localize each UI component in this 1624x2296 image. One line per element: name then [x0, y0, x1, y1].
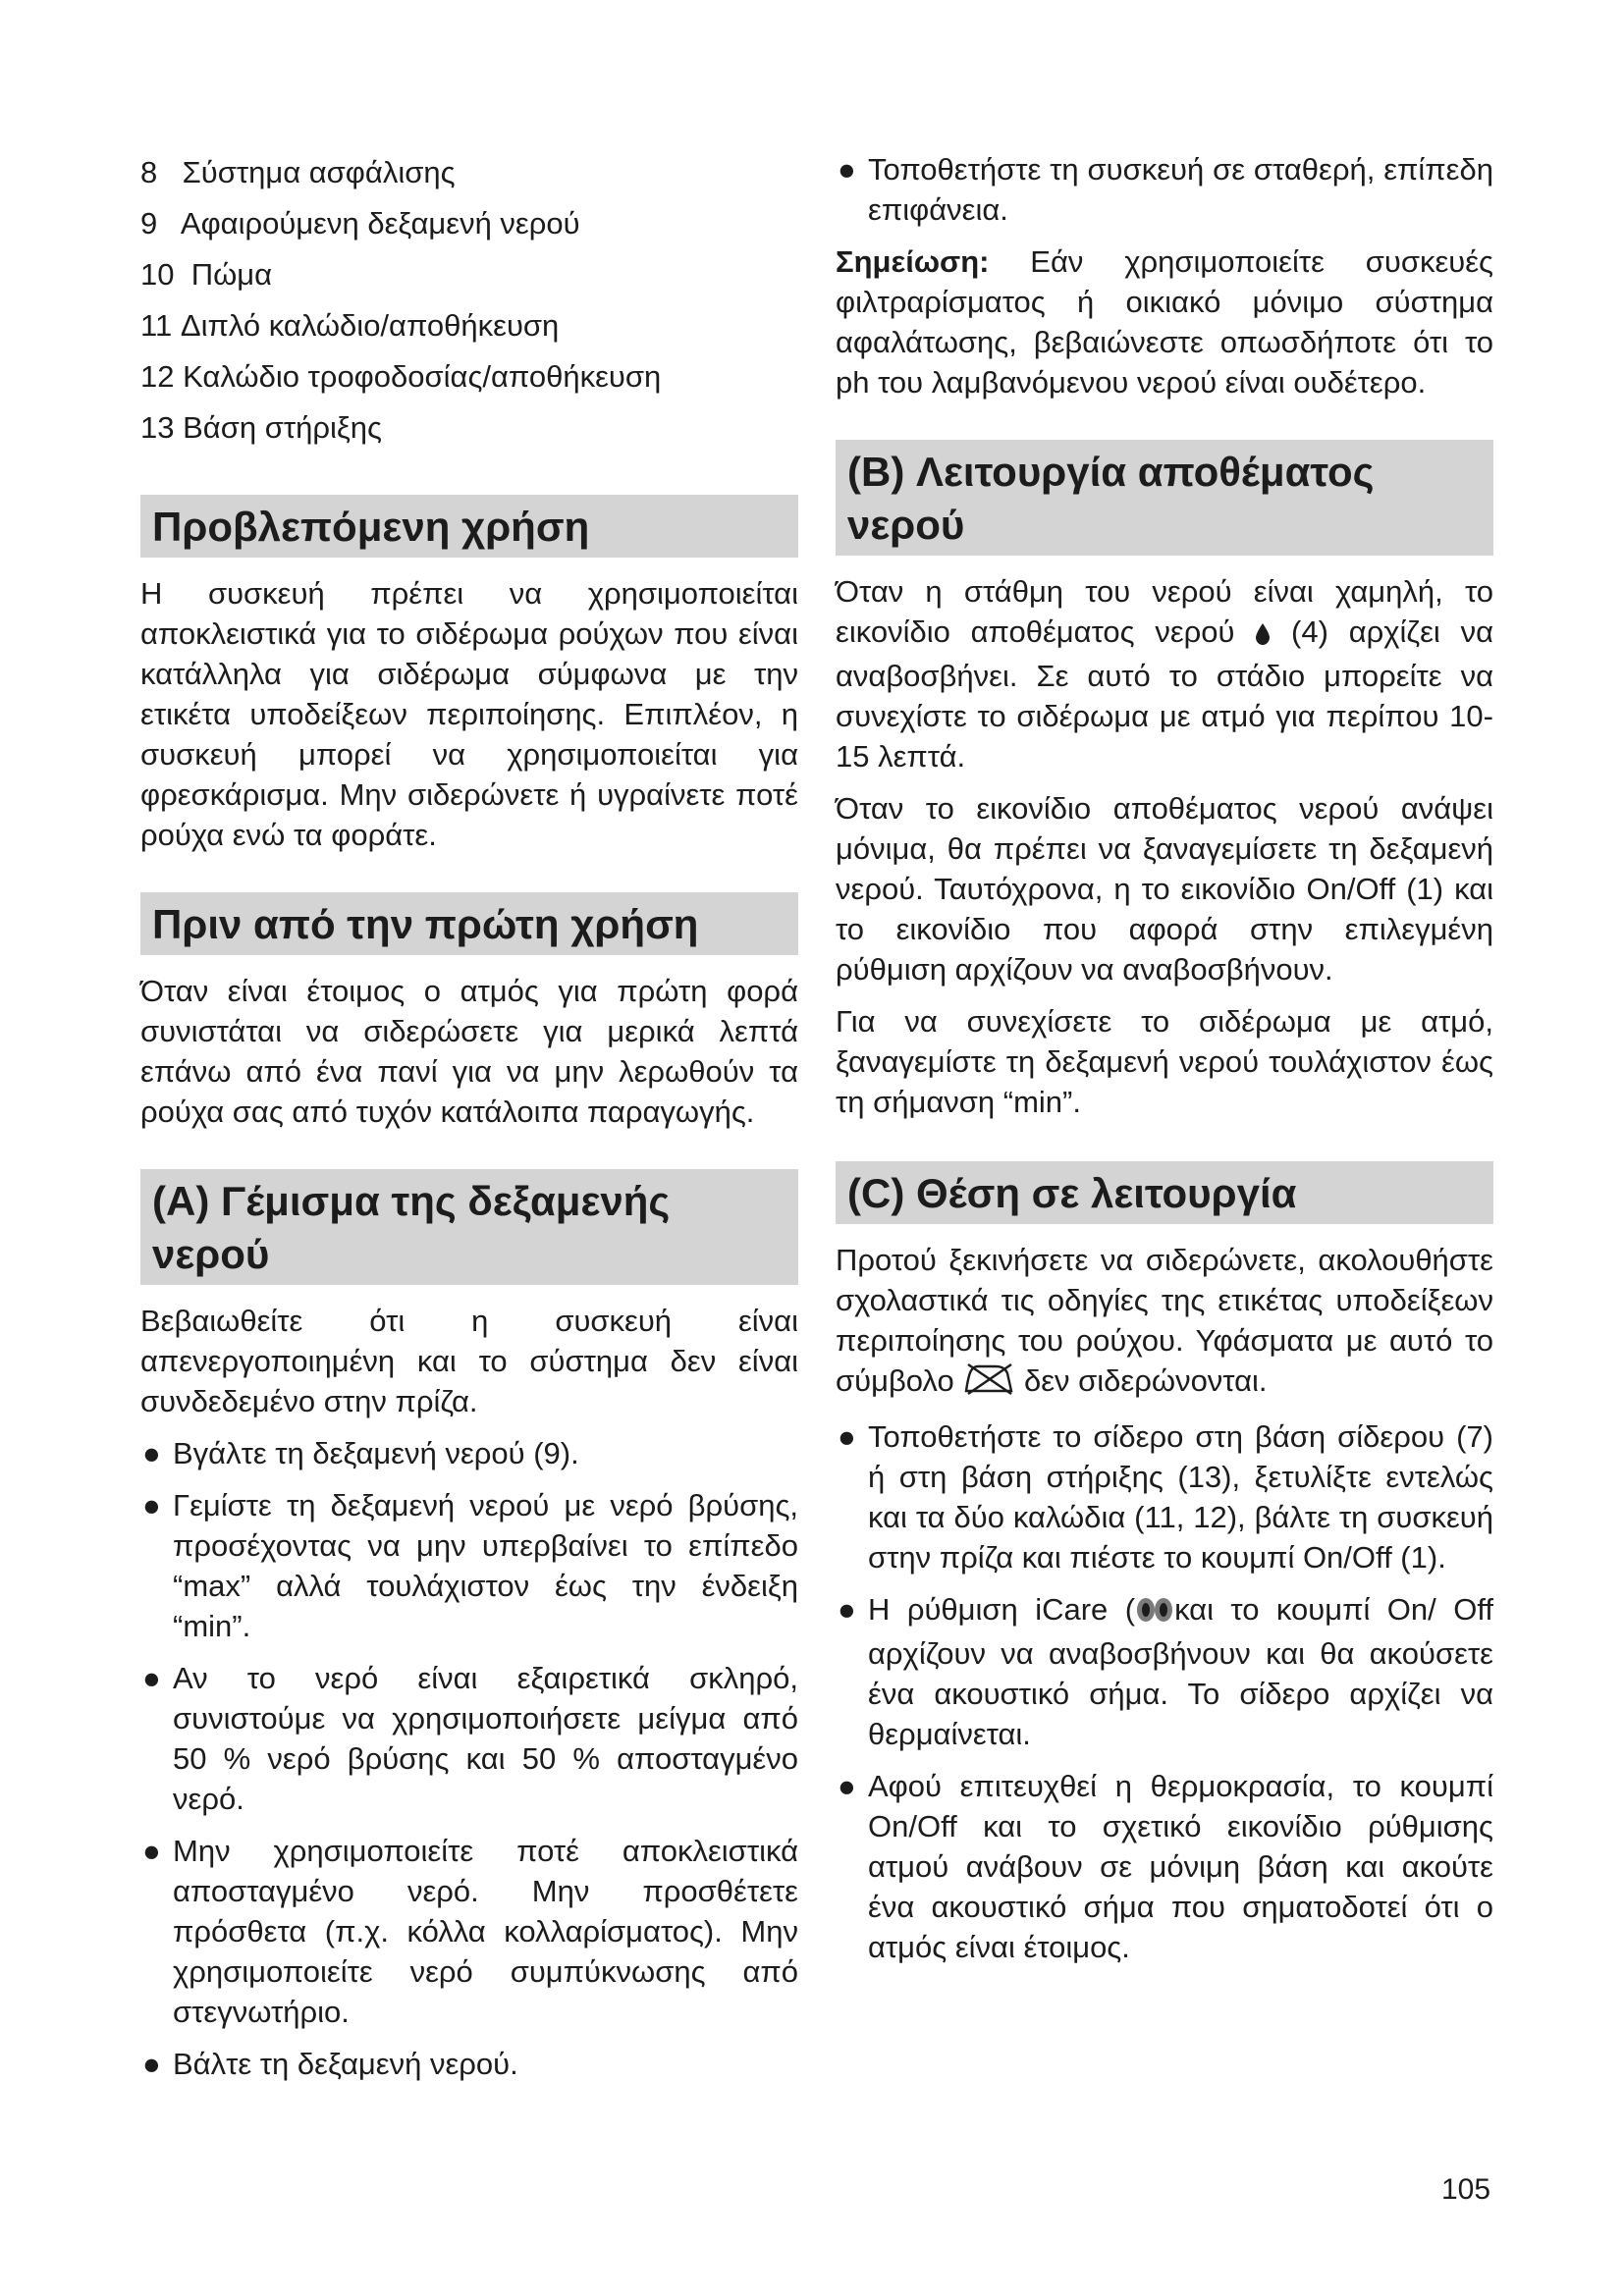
section-c-bullets	[836, 1416, 1493, 1967]
icare-icon	[1135, 1593, 1174, 1633]
list-item	[140, 1433, 798, 1473]
bullet-text: Αφού επιτευχθεί η θερμοκρασία, το κουμπί On/Off και το σχετικό εικονίδιο ρύθμισης ατμού ανάβουν σε μόνιμη βάση και ακούτε ένα ακουστικό σήμα που σηματοδοτεί ότι ο ατμός είναι έτοιμος.	[868, 1769, 1493, 1964]
bullet-text: Γεμίστε τη δεξαμενή νερού με νερό βρύσης, προσέχοντας να μην υπερβαίνει το επίπεδο “max” αλλά τουλάχιστον έως την ένδειξη “min”.	[173, 1488, 798, 1643]
section-c-heading: (C) Θέση σε λειτουργία	[836, 1161, 1493, 1224]
list-item	[836, 1589, 1493, 1754]
bullet-icon: ●	[142, 1436, 161, 1470]
note-text: Εάν χρησιμοποιείτε συσκευές φιλτραρίσματος ή οικιακό μόνιμο σύστημα αφαλάτωσης, βεβαιώνεστε οπωσδήποτε ότι το ph του λαμβανόμενου νερού είναι ουδέτερο.	[836, 244, 1493, 400]
note-paragraph	[836, 241, 1493, 402]
before-first-use-heading: Πριν από την πρώτη χρήση	[140, 892, 798, 955]
list-item	[140, 2044, 798, 2084]
page-number: 105	[1441, 2173, 1491, 2206]
item-number: 11	[140, 308, 173, 343]
section-b-heading	[836, 440, 1493, 556]
list-item	[140, 1485, 798, 1646]
list-item	[140, 1831, 798, 2032]
section-b-heading-line2: νερού	[847, 502, 965, 548]
section-a-heading-line2: νερού	[152, 1231, 270, 1277]
item-number: 10	[140, 257, 175, 292]
list-item	[140, 249, 798, 300]
text-segment: δεν σιδερώνονται.	[1015, 1363, 1268, 1398]
bullet-icon: ●	[838, 1592, 856, 1627]
item-number: 9	[140, 206, 158, 240]
bullet-icon: ●	[142, 1488, 161, 1522]
right-column	[836, 149, 1493, 1979]
bullet-text: Αν το νερό είναι εξαιρετικά σκληρό, συνιστούμε να χρησιμοποιήσετε μείγμα από 50 % νερό βρύσης και 50 % αποσταγμένο νερό.	[173, 1661, 798, 1816]
item-text: Σύστημα ασφάλισης	[182, 155, 456, 189]
bullet-text: Βάλτε τη δεξαμενή νερού.	[173, 2047, 518, 2081]
section-b-p2: Όταν το εικονίδιο αποθέματος νερού ανάψει μόνιμα, θα πρέπει να ξαναγεμίσετε τη δεξαμενή νερού. Ταυτόχρονα, η το εικονίδιο On/Off (1) και το εικονίδιο που αφορά στην επιλεγμένη ρύθμιση αρχίζουν να αναβοσβήνουν.	[836, 791, 1493, 987]
section-b-heading-line1: (B) Λειτουργία αποθέματος	[847, 449, 1375, 495]
list-item	[836, 149, 1493, 230]
intended-use-text: Η συσκευή πρέπει να χρησιμοποιείται αποκλειστικά για το σιδέρωμα ρούχων που είναι κατάλληλα για σιδέρωμα σύμφωνα με την ετικέτα υποδείξεων περιποίησης. Επιπλέον, η συσκευή μπορεί να χρησιμοποιείται για φρεσκάρισμα. Μην σιδερώνετε ή υγραίνετε ποτέ ρούχα ενώ τα φοράτε.	[140, 576, 798, 852]
before-first-use-text: Όταν είναι έτοιμος ο ατμός για πρώτη φορά συνιστάται να σιδερώσετε για μερικά λεπτά επάνω από ένα πανί για να μην λερωθούν τα ρούχα σας από τυχόν κατάλοιπα παραγωγής.	[140, 974, 798, 1129]
item-number: 12	[140, 359, 175, 394]
section-b-p1	[836, 571, 1493, 776]
bullet-icon: ●	[838, 152, 856, 187]
item-text: Διπλό καλώδιο/αποθήκευση	[180, 308, 560, 343]
list-item	[140, 300, 798, 351]
text-segment: (4) αρχίζει να αναβοσβήνει. Σε αυτό το στάδιο μπορείτε να συνεχίστε το σιδέρωμα με ατμό για περίπου 10-15 λεπτά.	[836, 614, 1493, 774]
item-text: Καλώδιο τροφοδοσίας/αποθήκευση	[183, 359, 662, 394]
section-a-bullets	[140, 1433, 798, 2084]
section-a-heading-line1: (A) Γέμισμα της δεξαμενής	[152, 1178, 671, 1224]
note-label: Σημείωση:	[836, 244, 990, 279]
list-item	[140, 402, 798, 454]
item-text: Αφαιρούμενη δεξαμενή νερού	[180, 206, 580, 240]
bullet-icon: ●	[838, 1419, 856, 1454]
item-number: 13	[140, 410, 175, 445]
list-item	[140, 147, 798, 198]
bullet-text: Βγάλτε τη δεξαμενή νερού (9).	[173, 1436, 579, 1470]
do-not-iron-icon	[962, 1362, 1015, 1405]
bullet-text: Η ρύθμιση iCare (	[868, 1592, 1136, 1627]
bullet-text: και το κουμπί On/ Off αρχίζουν να αναβοσβήνουν και θα ακούσετε ένα ακουστικό σήμα. Το σίδερο αρχίζει να θερμαίνεται.	[868, 1592, 1493, 1751]
bullet-text: Τοποθετήστε τη συσκευή σε σταθερή, επίπεδη επιφάνεια.	[868, 152, 1493, 227]
bullet-icon: ●	[838, 1769, 856, 1803]
list-item	[140, 198, 798, 249]
list-item	[140, 351, 798, 402]
bullet-icon: ●	[142, 2047, 161, 2081]
item-number: 8	[140, 155, 158, 189]
left-column	[140, 147, 798, 2096]
item-text: Πώμα	[190, 257, 273, 292]
bullet-icon: ●	[142, 1834, 161, 1868]
item-text: Βάση στήριξης	[183, 410, 382, 445]
section-a-heading	[140, 1169, 798, 1285]
parts-list	[140, 147, 798, 454]
section-b-p3: Για να συνεχίσετε το σιδέρωμα με ατμό, ξαναγεμίστε τη δεξαμενή νερού τουλάχιστον έως τη σήμανση “min”.	[836, 1004, 1493, 1119]
section-c-intro	[836, 1240, 1493, 1405]
list-item	[836, 1766, 1493, 1967]
right-top-bullets	[836, 149, 1493, 230]
list-item	[140, 1658, 798, 1819]
intended-use-heading: Προβλεπόμενη χρήση	[140, 495, 798, 558]
water-drop-icon	[1255, 615, 1271, 656]
bullet-icon: ●	[142, 1661, 161, 1695]
text-segment: Προτού ξεκινήσετε να σιδερώνετε, ακολουθήστε σχολαστικά τις οδηγίες της ετικέτας υποδείξεων περιποίησης του ρούχου. Υφάσματα με αυτό το σύμβολο	[836, 1243, 1493, 1398]
bullet-text: Τοποθετήστε το σίδερο στη βάση σίδερου (7) ή στη βάση στήριξης (13), ξετυλίξτε εντελώς και τα δύο καλώδια (11, 12), βάλτε τη συσκευή στην πρίζα και πιέστε το κουμπί On/Off (1).	[868, 1419, 1493, 1575]
text-segment: Όταν η στάθμη του νερού είναι χαμηλή, το εικονίδιο αποθέματος νερού	[836, 574, 1493, 649]
bullet-text: Μην χρησιμοποιείτε ποτέ αποκλειστικά αποσταγμένο νερό. Μην προσθέτετε πρόσθετα (π.χ. κόλλα κολλαρίσματος). Μην χρησιμοποιείτε νερό συμπύκνωσης από στεγνωτήριο.	[173, 1834, 798, 2029]
section-a-intro: Βεβαιωθείτε ότι η συσκευή είναι απενεργοποιημένη και το σύστημα δεν είναι συνδεδεμένο στην πρίζα.	[140, 1304, 798, 1418]
list-item	[836, 1416, 1493, 1577]
